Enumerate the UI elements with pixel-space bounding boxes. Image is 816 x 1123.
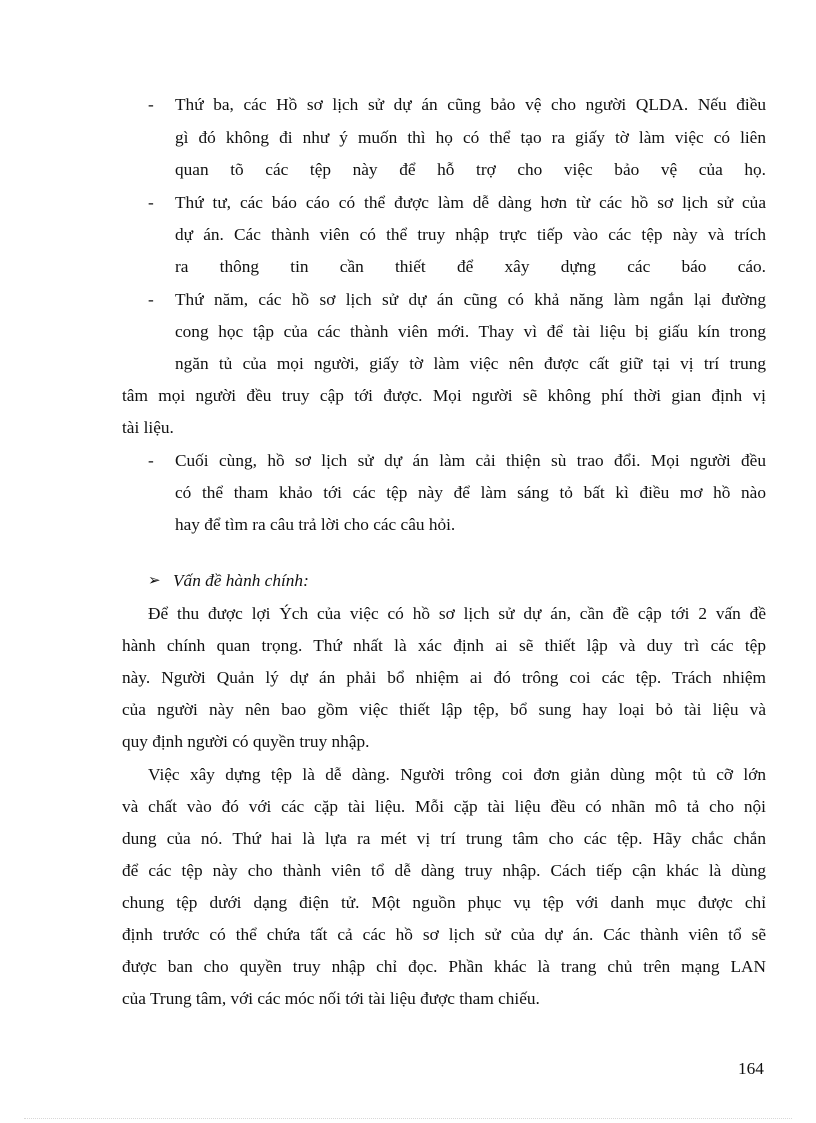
text-line: này. Người Quản lý dự án phải bổ nhiệm ai đó trông coi các tệp. Trách nhiệm [122, 668, 766, 687]
text-line: định trước có thể chứa tất cả các hồ sơ lịch sử của dự án. Các thành viên tổ sẽ [122, 925, 766, 944]
section-heading: Vấn đề hành chính: [173, 571, 309, 590]
text-line: cong học tập của các thành viên mới. Thay vì để tài liệu bị giấu kín trong [175, 322, 766, 341]
bullet-dash: - [148, 193, 154, 212]
page-bottom-divider [24, 1118, 792, 1119]
page-number: 164 [738, 1059, 764, 1078]
text-line: quy định người có quyền truy nhập. [122, 732, 370, 751]
text-line: của Trung tâm, với các móc nối tới tài liệu được tham chiếu. [122, 989, 540, 1008]
text-line: hay để tìm ra câu trả lời cho các câu hỏi. [175, 515, 456, 534]
bullet-dash: - [148, 451, 154, 470]
text-line: tâm mọi người đều truy cập tới được. Mọi người sẽ không phí thời gian định vị [122, 386, 766, 405]
text-line: của người này nên bao gồm việc thiết lập tệp, bổ sung hay loại bỏ tài liệu và [122, 700, 766, 719]
text-line: dự án. Các thành viên có thể truy nhập trực tiếp vào các tệp này và trích [175, 225, 766, 244]
text-line: để các tệp này cho thành viên tổ dễ dàng truy nhập. Cách tiếp cận khác là dùng [122, 861, 766, 880]
text-line: có thể tham khảo tới các tệp này để làm sáng tỏ bất kì điều mơ hồ nào [175, 483, 766, 502]
text-line: tài liệu. [122, 418, 174, 437]
text-line: Thứ ba, các Hồ sơ lịch sử dự án cũng bảo vệ cho người QLDA. Nếu điều [175, 95, 766, 114]
text-line: ra thông tin cần thiết để xây dựng các báo cáo. [175, 257, 766, 276]
text-line: hành chính quan trọng. Thứ nhất là xác định ai sẽ thiết lập và duy trì các tệp [122, 636, 766, 655]
text-line: quan tõ các tệp này để hỗ trợ cho việc bảo vệ của họ. [175, 160, 766, 179]
text-line: Cuối cùng, hồ sơ lịch sử dự án làm cải thiện sù trao đổi. Mọi người đều [175, 451, 766, 470]
text-line: Việc xây dựng tệp là dễ dàng. Người trông coi đơn giản dùng một tủ cỡ lớn [148, 765, 766, 784]
text-line: ngăn tủ của mọi người, giấy tờ làm việc nên được cất giữ tại vị trí trung [175, 354, 766, 373]
text-line: Để thu được lợi Ých của việc có hồ sơ lịch sử dự án, cần đề cập tới 2 vấn đề [148, 604, 766, 623]
text-line: gì đó không đi như ý muốn thì họ có thể tạo ra giấy tờ làm việc có liên [175, 128, 766, 147]
text-line: dung của nó. Thứ hai là lựa ra mét vị trí trung tâm cho các tệp. Hãy chắc chắn [122, 829, 766, 848]
text-line: được ban cho quyền truy nhập chỉ đọc. Phần khác là trang chủ trên mạng LAN [122, 957, 766, 976]
bullet-dash: - [148, 95, 154, 114]
text-line: Thứ tư, các báo cáo có thể được làm dễ dàng hơn từ các hồ sơ lịch sử của [175, 193, 766, 212]
bullet-dash: - [148, 290, 154, 309]
text-line: và chất vào đó với các cặp tài liệu. Mỗi cặp tài liệu đều có nhãn mô tả cho nội [122, 797, 766, 816]
text-line: Thứ năm, các hồ sơ lịch sử dự án cũng có khả năng làm ngắn lại đường [175, 290, 766, 309]
text-line: chung tệp dưới dạng điện tử. Một nguồn phục vụ tệp với danh mục được chỉ [122, 893, 766, 912]
arrow-bullet-icon: ➢ [148, 573, 161, 589]
